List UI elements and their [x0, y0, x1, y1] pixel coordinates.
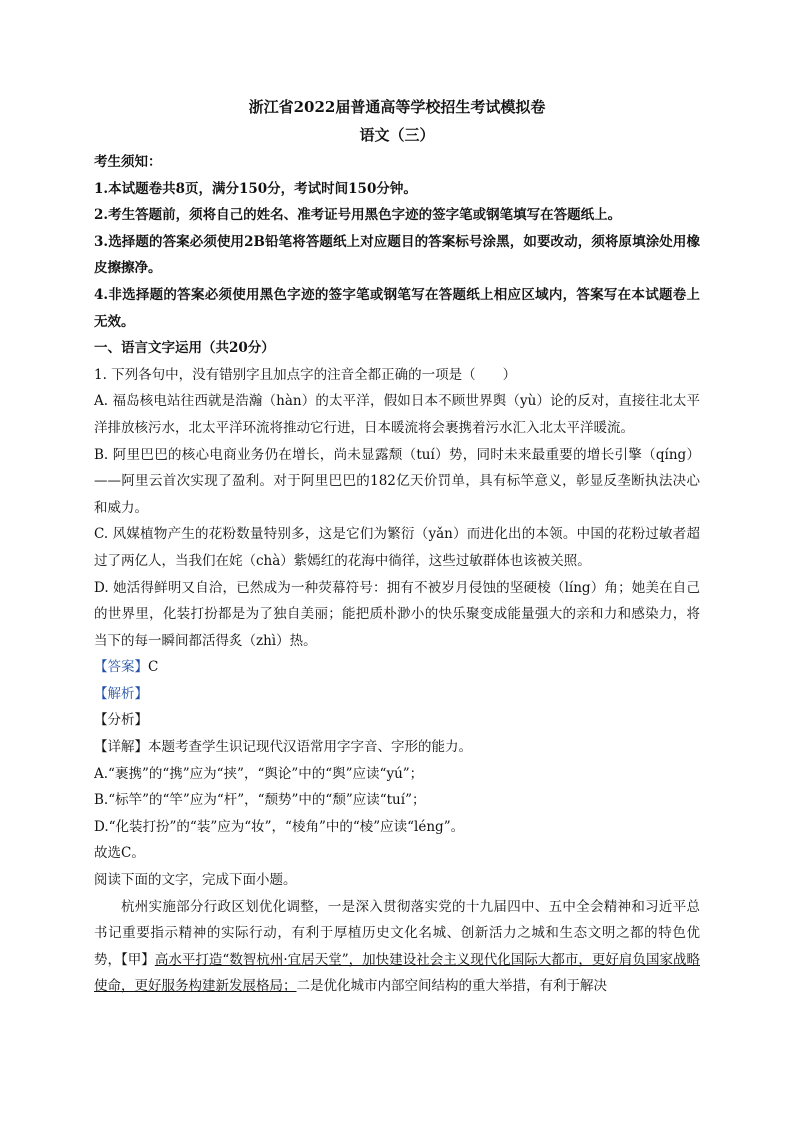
- answer-value: C: [148, 659, 159, 676]
- detail-label: 【详解】: [94, 739, 148, 756]
- page-subtitle: 语文（三）: [359, 126, 435, 144]
- option-b: B. 阿里巴巴的核心电商业务仍在增长，尚未显露颓（tuí）势，同时未来最重要的增长引擎（qíng）——阿里云首次实现了盈利。对于阿里巴巴的182亿天价罚单，具有标竿意义，彰显反垄断执法决心和威力。: [94, 446, 700, 516]
- passage-part2: 二是优化城市内部空间结构的重大举措，有利于解决: [296, 978, 607, 995]
- notice-item-3: 3.选择题的答案必须使用2B铅笔将答题纸上对应题目的答案标号涂黑，如要改动，须将原填涂处用橡皮擦擦净。: [94, 233, 700, 277]
- option-d: D. 她活得鲜明又自洽，已然成为一种荧幕符号：拥有不被岁月侵蚀的坚硬棱（líng）角；她美在自己的世界里，化装打扮都是为了独自美丽；能把质朴渺小的快乐聚变成能量强大的亲和力和感染力，将当下的每一瞬间都活得炙（zhì）热。: [94, 579, 700, 649]
- option-c: C. 风媒植物产生的花粉数量特别多，这是它们为繁衍（yǎn）而进化出的本领。中国的花粉过敏者超过了两亿人，当我们在姹（chà）紫嫣红的花海中徜徉，这些过敏群体也该被关照。: [94, 526, 700, 569]
- analysis-label: 【解析】: [94, 685, 148, 702]
- notice-heading: 考生须知：: [94, 154, 162, 170]
- passage-part1: 杭州实施部分行政区划优化调整，一是深入贯彻落实党的十九届四中、五中全会精神和习近平总书记重要指示精神的实际行动，有利于厚植历史文化名城、创新活力之城和生态文明之都的特色优势，: [94, 898, 700, 968]
- detail-d: D.“化装打扮”的“装”应为“妆”，“棱角”中的“棱”应读“léng”。: [94, 818, 465, 835]
- answer-label: 【答案】: [94, 659, 148, 676]
- document-content: [94, 95, 700, 1000]
- conclusion: 故选C。: [94, 845, 145, 862]
- question-stem: 1. 下列各句中，没有错别字且加点字的注音全都正确的一项是（ ）: [94, 366, 517, 383]
- detail-text: 本题考查学生识记现代汉语常用字字音、字形的能力。: [148, 739, 472, 756]
- reading-intro: 阅读下面的文字，完成下面小题。: [94, 872, 297, 889]
- option-a: A. 福岛核电站往西就是浩瀚（hàn）的太平洋，假如日本不顾世界舆（yù）论的反对，直接往北太平洋排放核污水，北太平洋环流将推动它行进，日本暖流将会裹携着污水汇入北太平洋暖流。: [94, 393, 700, 436]
- detail-line: [94, 734, 700, 761]
- detail-b: B.“标竿”的“竿”应为“杆”，“颓势”中的“颓”应读“tuí”；: [94, 792, 426, 809]
- answer-line: [94, 654, 700, 681]
- notice-item-1: 1.本试题卷共8页，满分150分，考试时间150分钟。: [94, 180, 417, 197]
- notice-item-4: 4.非选择题的答案必须使用黑色字迹的签字笔或钢笔写在答题纸上相应区域内，答案写在本试题卷上无效。: [94, 286, 700, 330]
- passage-marker: 【甲】: [121, 951, 155, 968]
- fenxi-label: 【分析】: [94, 712, 148, 729]
- passage-paragraph: [94, 894, 700, 1000]
- page-title: 浙江省2022届普通高等学校招生考试模拟卷: [248, 98, 546, 116]
- detail-a: A.“裹携”的“携”应为“挟”，“舆论”中的“舆”应读“yú”；: [94, 765, 424, 782]
- notice-item-2: 2.考生答题前，须将自己的姓名、准考证号用黑色字迹的签字笔或钢笔填写在答题纸上。: [94, 207, 622, 224]
- section-heading: 一、语言文字运用（共20分）: [94, 340, 275, 357]
- passage-underlined: 高水平打造“数智杭州·宜居天堂”，加快建设社会主义现代化国际大都市，更好肩负国家战略使命，更好服务构建新发展格局；: [94, 951, 701, 995]
